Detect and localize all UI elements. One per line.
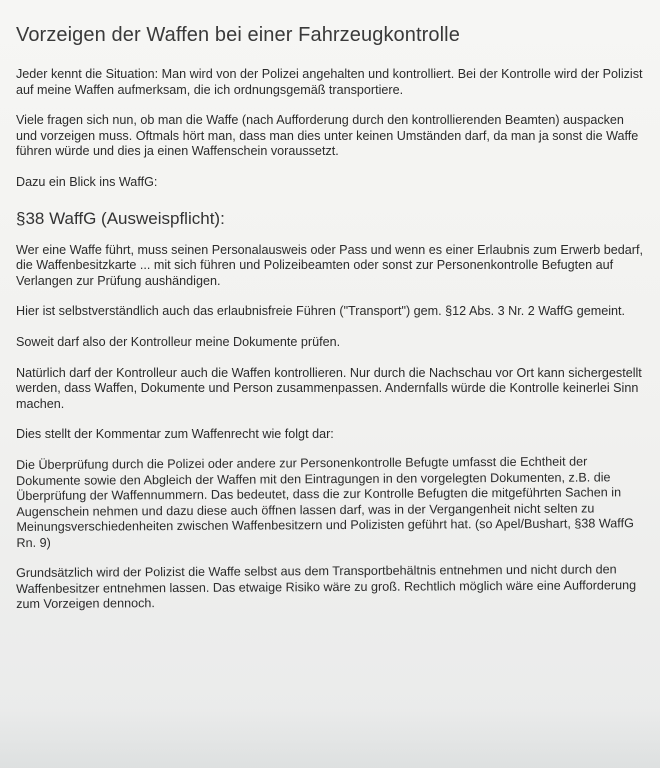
document-title: Vorzeigen der Waffen bei einer Fahrzeugkontrolle [16, 24, 460, 46]
paragraph-waffg-intro: Dazu ein Blick ins WaffG: [16, 174, 158, 189]
paragraph-commentary-intro: Dies stellt der Kommentar zum Waffenrecht wie folgt dar: [16, 427, 334, 442]
paragraph-commentary-quote: Die Überprüfung durch die Polizei oder andere zur Personenkontrolle Befugte umfasst die Echtheit der Dokumente sowie den Abgleich der Waffen mit den Eintragungen in den vorgelegten Dokumenten, z.B. die Überprüfung der Waffennummern. Das bedeutet, dass die zur Kontrolle Befugten die mitgeführten Sachen in Augenschein nehmen und dazu diese auch öffnen lassen darf, was in der Vergangenheit nicht selten zu Meinungsverschiedenheiten zwischen Waffenbesitzern und Polizisten geführt hat. (so Apel/Bushart, §38 WaffG Rn. 9) [16, 454, 634, 550]
paragraph-situation: Jeder kennt die Situation: Man wird von der Polizei angehalten und kontrolliert. Bei der Kontrolle wird der Polizist auf meine Waffen aufmerksam, die ich ordnungsgemäß transportiere. [16, 67, 643, 97]
paragraph-question: Viele fragen sich nun, ob man die Waffe (nach Aufforderung durch den kontrollierenden Beamten) auspacken und vorzeigen muss. Oftmals hört man, dass man dies unter keinen Umständen darf, da man ja sonst die Waffe führen würde und dies ja einen Waffenschein voraussetzt. [16, 113, 639, 159]
paragraph-paragraph-38: Wer eine Waffe führt, muss seinen Personalausweis oder Pass und wenn es einer Erlaubnis zum Erwerb bedarf, die Waffenbesitzkarte ... mit sich führen und Polizeibeamten oder sonst zur Personenkontrolle Befugten auf Verlangen zur Prüfung aushändigen. [16, 242, 643, 288]
paragraph-transport: Hier ist selbstverständlich auch das erlaubnisfreie Führen ("Transport") gem. §12 Abs. 3 Nr. 2 WaffG gemeint. [16, 304, 626, 319]
paragraph-conclusion: Grundsätzlich wird der Polizist die Waffe selbst aus dem Transportbehältnis entnehmen und nicht durch den Waffenbesitzer entnehmen lassen. Das etwaige Risiko wäre zu groß. Rechtlich möglich wäre eine Aufforderung zum Vorzeigen dennoch. [16, 562, 637, 612]
section-heading: §38 WaffG (Ausweispflicht): [16, 208, 225, 228]
paragraph-documents: Soweit darf also der Kontrolleur meine Dokumente prüfen. [16, 334, 341, 349]
document-page [14, 24, 646, 628]
scan-shadow [0, 708, 660, 768]
paragraph-control-weapons: Natürlich darf der Kontrolleur auch die Waffen kontrollieren. Nur durch die Nachschau vor Ort kann sichergestellt werden, dass Waffen, Dokumente und Person zusammenpassen. Andernfalls würde die Kontrolle keinerlei Sinn machen. [16, 365, 642, 411]
